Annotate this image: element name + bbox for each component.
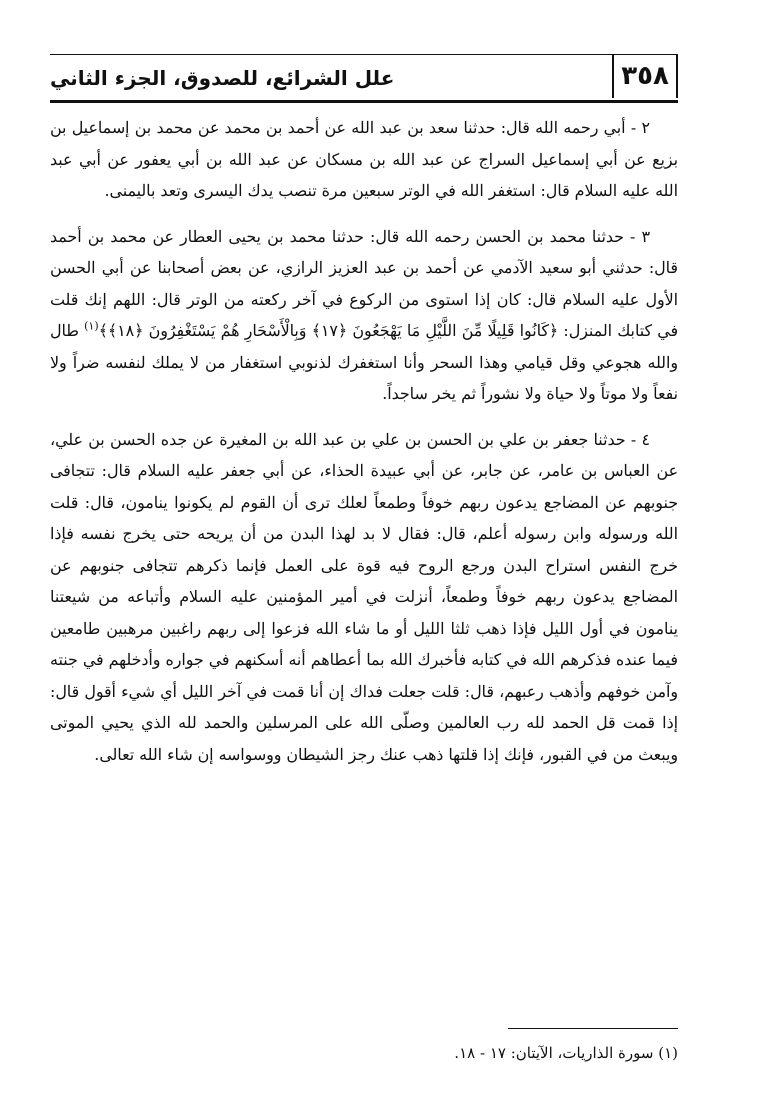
hadith-paragraph-4: [50, 424, 678, 771]
paragraph-text: ٤ - حدثنا جعفر بن علي بن الحسن بن علي بن عبد الله بن المغيرة عن جده الحسن بن علي، عن العباس بن عامر، عن جابر، عن أبي عبيدة الحذاء، عن أبي جعفر عليه السلام قال: تتجافى جنوبهم عن المضاجع يدعون ربهم خوفاً وطمعاً لعلك ترى أن القوم لم يكونوا ينامون، قال: قلت الله ورسوله وابن رسوله أعلم، قال: فقال لا بد لهذا البدن من أن يريحه حتى يخرج نفسه فإذا خرج النفس استراح البدن ورجع الروح فيه قوة على العمل فإنما ذكرهم تتجافى جنوبهم عن المضاجع يدعون ربهم خوفاً وطمعاً، أنزلت في أمير المؤمنين عليه السلام وأتباعه من شيعتنا ينامون في أول الليل فإذا ذهب ثلثا الليل أو ما شاء الله فزعوا إلى ربهم راغبين مرهبين طامعين فيما عنده فذكرهم الله في كتابه فأخبرك الله بما أعطاهم أنه أسكنهم في جواره وأدخلهم في جنته وآمن خوفهم وأذهب رعبهم، قال: قلت جعلت فداك إن أنا قمت في آخر الليل أي شيء أقول قال: إذا قمت قل الحمد لله رب العالمين وصلّى الله على المرسلين والحمد لله الذي يحيي الموتى ويبعث من في القبور، فإنك إذا قلتها ذهب عنك رجز الشيطان ووسواسه إن شاء الله تعالى.: [50, 429, 678, 764]
footnote: (١) سورة الذاريات، الآيتان: ١٧ - ١٨.: [454, 1044, 678, 1062]
running-title: علل الشرائع، للصدوق، الجزء الثاني: [50, 66, 395, 90]
page-number: ٣٥٨: [612, 54, 678, 98]
page-header: [50, 44, 678, 103]
footnote-marker[interactable]: (١): [84, 319, 99, 333]
paragraph-text: ٣ - حدثنا محمد بن الحسن رحمه الله قال: حدثنا محمد بن يحيى العطار عن محمد بن أحمد قال: حدثني أبو سعيد الآدمي عن أحمد بن عبد العزيز الرازي، عن بعض أصحابنا عن أبي الحسن الأول عليه السلام قال: كان إذا استوى من الركوع في آخر ركعته من الوتر قال: اللهم إنك قلت في كتابك المنزل: ﴿كَانُوا قَلِيلًا مِّنَ اللَّيْلِ مَا يَهْجَعُونَ ﴿١٧﴾ وَبِالْأَسْحَارِ هُمْ يَسْتَغْفِرُونَ ﴿١٨﴾﴾: [50, 226, 678, 340]
main-text: [50, 112, 678, 781]
footnote-separator: [508, 1028, 678, 1029]
paragraph-text-continued: طال والله هجوعي وقل قيامي وهذا السحر وأنا استغفرك لذنوبي استغفار من لا يملك لنفسه ضراً ولا نفعاً ولا موتاً ولا حياة ولا نشوراً ثم يخر ساجداً.: [50, 321, 678, 403]
hadith-paragraph-2: [50, 112, 678, 207]
header-rule: [50, 54, 678, 55]
hadith-paragraph-3: [50, 221, 678, 410]
paragraph-text: ٢ - أبي رحمه الله قال: حدثنا سعد بن عبد الله عن أحمد بن محمد عن محمد بن إسماعيل بن بزيع عن أبي إسماعيل السراج عن عبد الله بن مسكان عن عبد الله بن أبي يعفور عن أبي عبد الله عليه السلام قال: استغفر الله في الوتر سبعين مرة تنصب يدك اليسرى وتعد باليمنى.: [50, 118, 678, 200]
